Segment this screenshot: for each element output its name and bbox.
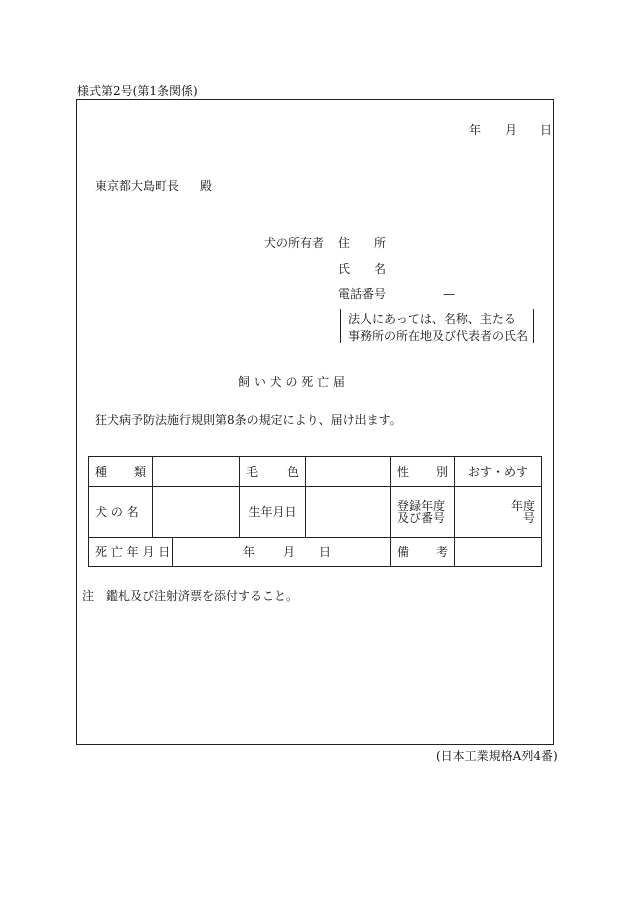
attachment-note: 注 鑑札及び注射済票を添付すること。: [82, 589, 299, 603]
date-year-label: 年: [469, 123, 482, 137]
dog-name-value[interactable]: [153, 487, 240, 538]
registration-number-suffix: 号: [522, 511, 535, 525]
addressee-suffix: 殿: [200, 179, 213, 193]
birth-date-value[interactable]: [306, 487, 391, 538]
death-day-label: 日: [319, 545, 332, 559]
dog-name-label: 犬 の 名: [89, 487, 153, 538]
birth-date-label: 生年月日: [240, 487, 306, 538]
statement-text: 狂犬病予防法施行規則第8条の規定により、届け出ます。: [95, 413, 402, 427]
registration-label-line2: 及び番号: [397, 511, 446, 525]
sex-value[interactable]: おす・めす: [455, 457, 542, 487]
corporation-note-bracket: [340, 309, 534, 343]
registration-label: [391, 487, 455, 538]
corporation-note-line1: 法人にあっては、名称、主たる: [348, 312, 516, 326]
form-number: 様式第2号(第1条関係): [77, 84, 198, 98]
date-day-label: 日: [540, 123, 553, 137]
date-month-label: 月: [505, 123, 518, 137]
table-row: [89, 457, 542, 487]
remarks-label: 備 考: [391, 538, 455, 567]
registration-year-suffix: 年度: [510, 499, 535, 513]
coat-color-value[interactable]: [306, 457, 391, 487]
addressee-name: 東京都大島町長: [95, 179, 180, 193]
corporation-note-line2: 事務所の所在地及び代表者の氏名: [348, 329, 529, 343]
owner-label: 犬の所有者: [264, 236, 325, 250]
paper-size-footer: (日本工業規格A列4番): [436, 749, 558, 763]
owner-phone-dash: —: [443, 287, 455, 301]
sex-label: 性 別: [391, 457, 455, 487]
kind-label: 種 類: [89, 457, 153, 487]
owner-phone-label: 電話番号: [338, 287, 387, 301]
death-date-label: 死 亡 年 月 日: [89, 538, 173, 567]
form-title: 飼 い 犬 の 死 亡 届: [238, 375, 345, 389]
owner-address-label: 住 所: [338, 236, 387, 250]
death-date-value[interactable]: [173, 538, 391, 567]
table-row: [89, 487, 542, 538]
registration-value[interactable]: [455, 487, 542, 538]
kind-value[interactable]: [153, 457, 240, 487]
remarks-value[interactable]: [455, 538, 542, 567]
dog-info-table: [88, 456, 542, 567]
death-year-label: 年: [243, 545, 256, 559]
registration-label-line1: 登録年度: [397, 499, 446, 513]
coat-color-label: 毛 色: [240, 457, 306, 487]
death-month-label: 月: [283, 545, 296, 559]
owner-name-label: 氏 名: [338, 262, 387, 276]
table-row: [89, 538, 542, 567]
